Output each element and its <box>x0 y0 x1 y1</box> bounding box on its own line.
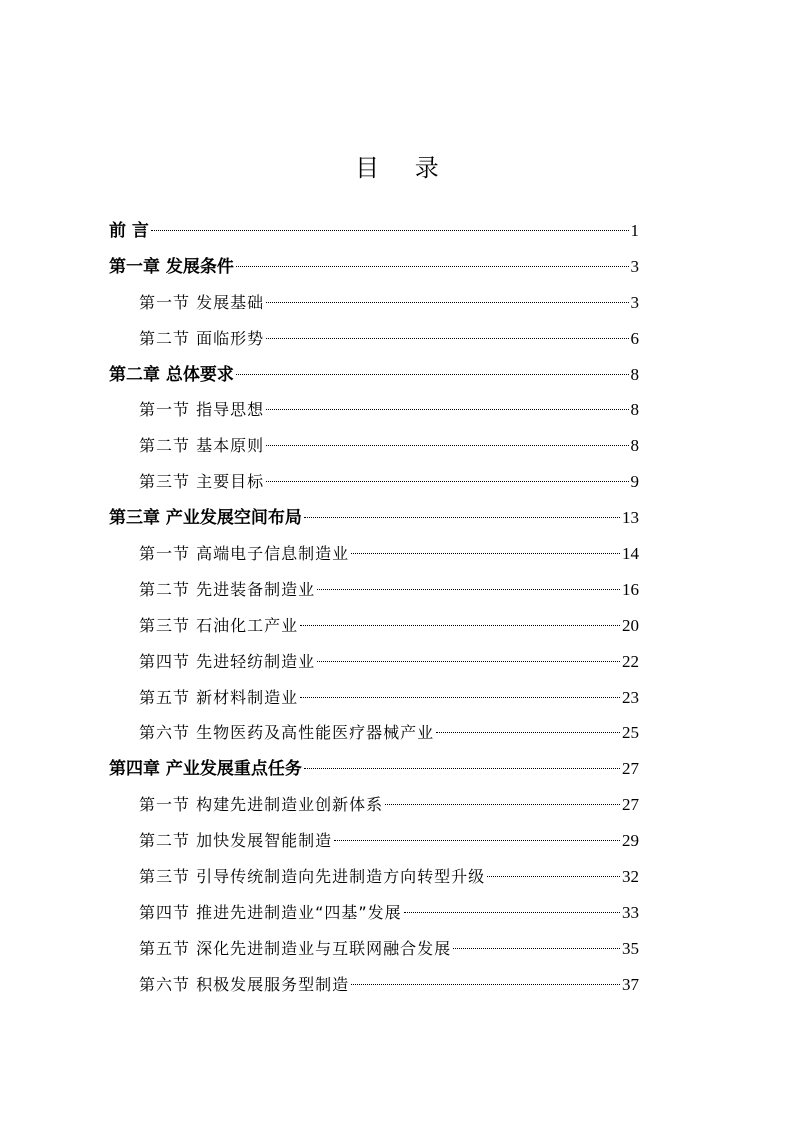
toc-page-number: 8 <box>630 364 639 384</box>
toc-page-number: 22 <box>622 651 639 671</box>
toc-page-number: 37 <box>622 974 639 994</box>
toc-section-entry[interactable] <box>109 931 639 967</box>
toc-page-number: 14 <box>622 544 639 564</box>
toc-page-number: 29 <box>622 831 639 851</box>
toc-dot-leader <box>300 697 620 698</box>
toc-dot-leader <box>453 948 620 949</box>
toc-page-number: 32 <box>622 867 639 887</box>
toc-chapter-entry[interactable] <box>109 249 639 285</box>
toc-entry-label: 第一节 构建先进制造业创新体系 <box>139 795 384 815</box>
toc-title: 目 录 <box>355 154 453 182</box>
toc-entry-label: 第四章 产业发展重点任务 <box>109 759 302 780</box>
toc-section-entry[interactable] <box>109 392 639 428</box>
toc-entry-label: 第四节 推进先进制造业“四基”发展 <box>139 902 402 922</box>
toc-section-entry[interactable] <box>109 823 639 859</box>
toc-entry-label: 第二节 面临形势 <box>139 328 265 348</box>
toc-dot-leader <box>300 625 620 626</box>
toc-entry-label: 第三章 产业发展空间布局 <box>109 508 302 529</box>
toc-section-entry[interactable] <box>109 644 639 680</box>
toc-dot-leader <box>487 876 620 877</box>
toc-chapter-entry[interactable] <box>109 751 639 787</box>
toc-entry-label: 前 言 <box>109 221 149 241</box>
toc-page-number: 35 <box>622 938 639 958</box>
toc-entry-label: 第三节 主要目标 <box>139 472 265 492</box>
toc-section-entry[interactable] <box>109 859 639 895</box>
toc-dot-leader <box>317 589 620 590</box>
toc-page-number: 27 <box>622 795 639 815</box>
toc-dot-leader <box>317 661 620 662</box>
toc-entry-label: 第一节 高端电子信息制造业 <box>139 544 350 564</box>
toc-page-number: 23 <box>622 687 639 707</box>
toc-dot-leader <box>236 374 629 375</box>
toc-section-entry[interactable] <box>109 464 639 500</box>
toc-entry-label: 第一节 发展基础 <box>139 292 265 312</box>
toc-chapter-entry[interactable] <box>109 213 639 249</box>
toc-section-entry[interactable] <box>109 285 639 321</box>
toc-page-number: 20 <box>622 615 639 635</box>
toc-dot-leader <box>151 230 629 231</box>
toc-page-number: 16 <box>622 579 639 599</box>
toc-page-number: 8 <box>630 400 639 420</box>
toc-entry-label: 第二节 基本原则 <box>139 436 265 456</box>
toc-dot-leader <box>436 732 620 733</box>
toc-dot-leader <box>266 302 628 303</box>
toc-section-entry[interactable] <box>109 572 639 608</box>
toc-page-number: 3 <box>630 256 639 276</box>
toc-section-entry[interactable] <box>109 428 639 464</box>
toc-dot-leader <box>351 984 620 985</box>
toc-section-entry[interactable] <box>109 321 639 357</box>
toc-section-entry[interactable] <box>109 895 639 931</box>
toc-dot-leader <box>351 553 620 554</box>
toc-section-entry[interactable] <box>109 680 639 716</box>
toc-entry-label: 第三节 引导传统制造向先进制造方向转型升级 <box>139 867 486 887</box>
toc-chapter-entry[interactable] <box>109 357 639 393</box>
toc-dot-leader <box>266 481 628 482</box>
toc-section-entry[interactable] <box>109 967 639 1003</box>
toc-section-entry[interactable] <box>109 608 639 644</box>
toc-dot-leader <box>334 840 620 841</box>
toc-section-entry[interactable] <box>109 715 639 751</box>
toc-page-number: 9 <box>630 472 639 492</box>
toc-section-entry[interactable] <box>109 787 639 823</box>
toc-section-entry[interactable] <box>109 536 639 572</box>
toc-entry-label: 第五节 深化先进制造业与互联网融合发展 <box>139 938 452 958</box>
toc-page-number: 8 <box>630 436 639 456</box>
toc-page-number: 27 <box>622 759 639 779</box>
toc-dot-leader <box>304 768 620 769</box>
toc-list <box>109 213 639 1003</box>
toc-page-number: 13 <box>622 508 639 528</box>
toc-dot-leader <box>266 409 628 410</box>
toc-entry-label: 第六节 积极发展服务型制造 <box>139 974 350 994</box>
toc-page-number: 25 <box>622 723 639 743</box>
toc-dot-leader <box>385 804 620 805</box>
toc-entry-label: 第一章 发展条件 <box>109 256 234 277</box>
toc-dot-leader <box>404 912 620 913</box>
toc-entry-label: 第四节 先进轻纺制造业 <box>139 651 316 671</box>
toc-entry-label: 第五节 新材料制造业 <box>139 687 299 707</box>
toc-entry-label: 第二章 总体要求 <box>109 364 234 385</box>
toc-entry-label: 第一节 指导思想 <box>139 400 265 420</box>
toc-page-number: 1 <box>630 221 639 240</box>
toc-entry-label: 第六节 生物医药及高性能医疗器械产业 <box>139 723 435 743</box>
toc-page-number: 3 <box>630 292 639 312</box>
toc-entry-label: 第三节 石油化工产业 <box>139 615 299 635</box>
toc-page-number: 6 <box>630 328 639 348</box>
toc-dot-leader <box>236 266 629 267</box>
toc-dot-leader <box>266 338 628 339</box>
toc-dot-leader <box>304 517 620 518</box>
toc-chapter-entry[interactable] <box>109 500 639 536</box>
toc-entry-label: 第二节 加快发展智能制造 <box>139 831 333 851</box>
toc-page-number: 33 <box>622 902 639 922</box>
toc-dot-leader <box>266 445 628 446</box>
toc-entry-label: 第二节 先进装备制造业 <box>139 579 316 599</box>
